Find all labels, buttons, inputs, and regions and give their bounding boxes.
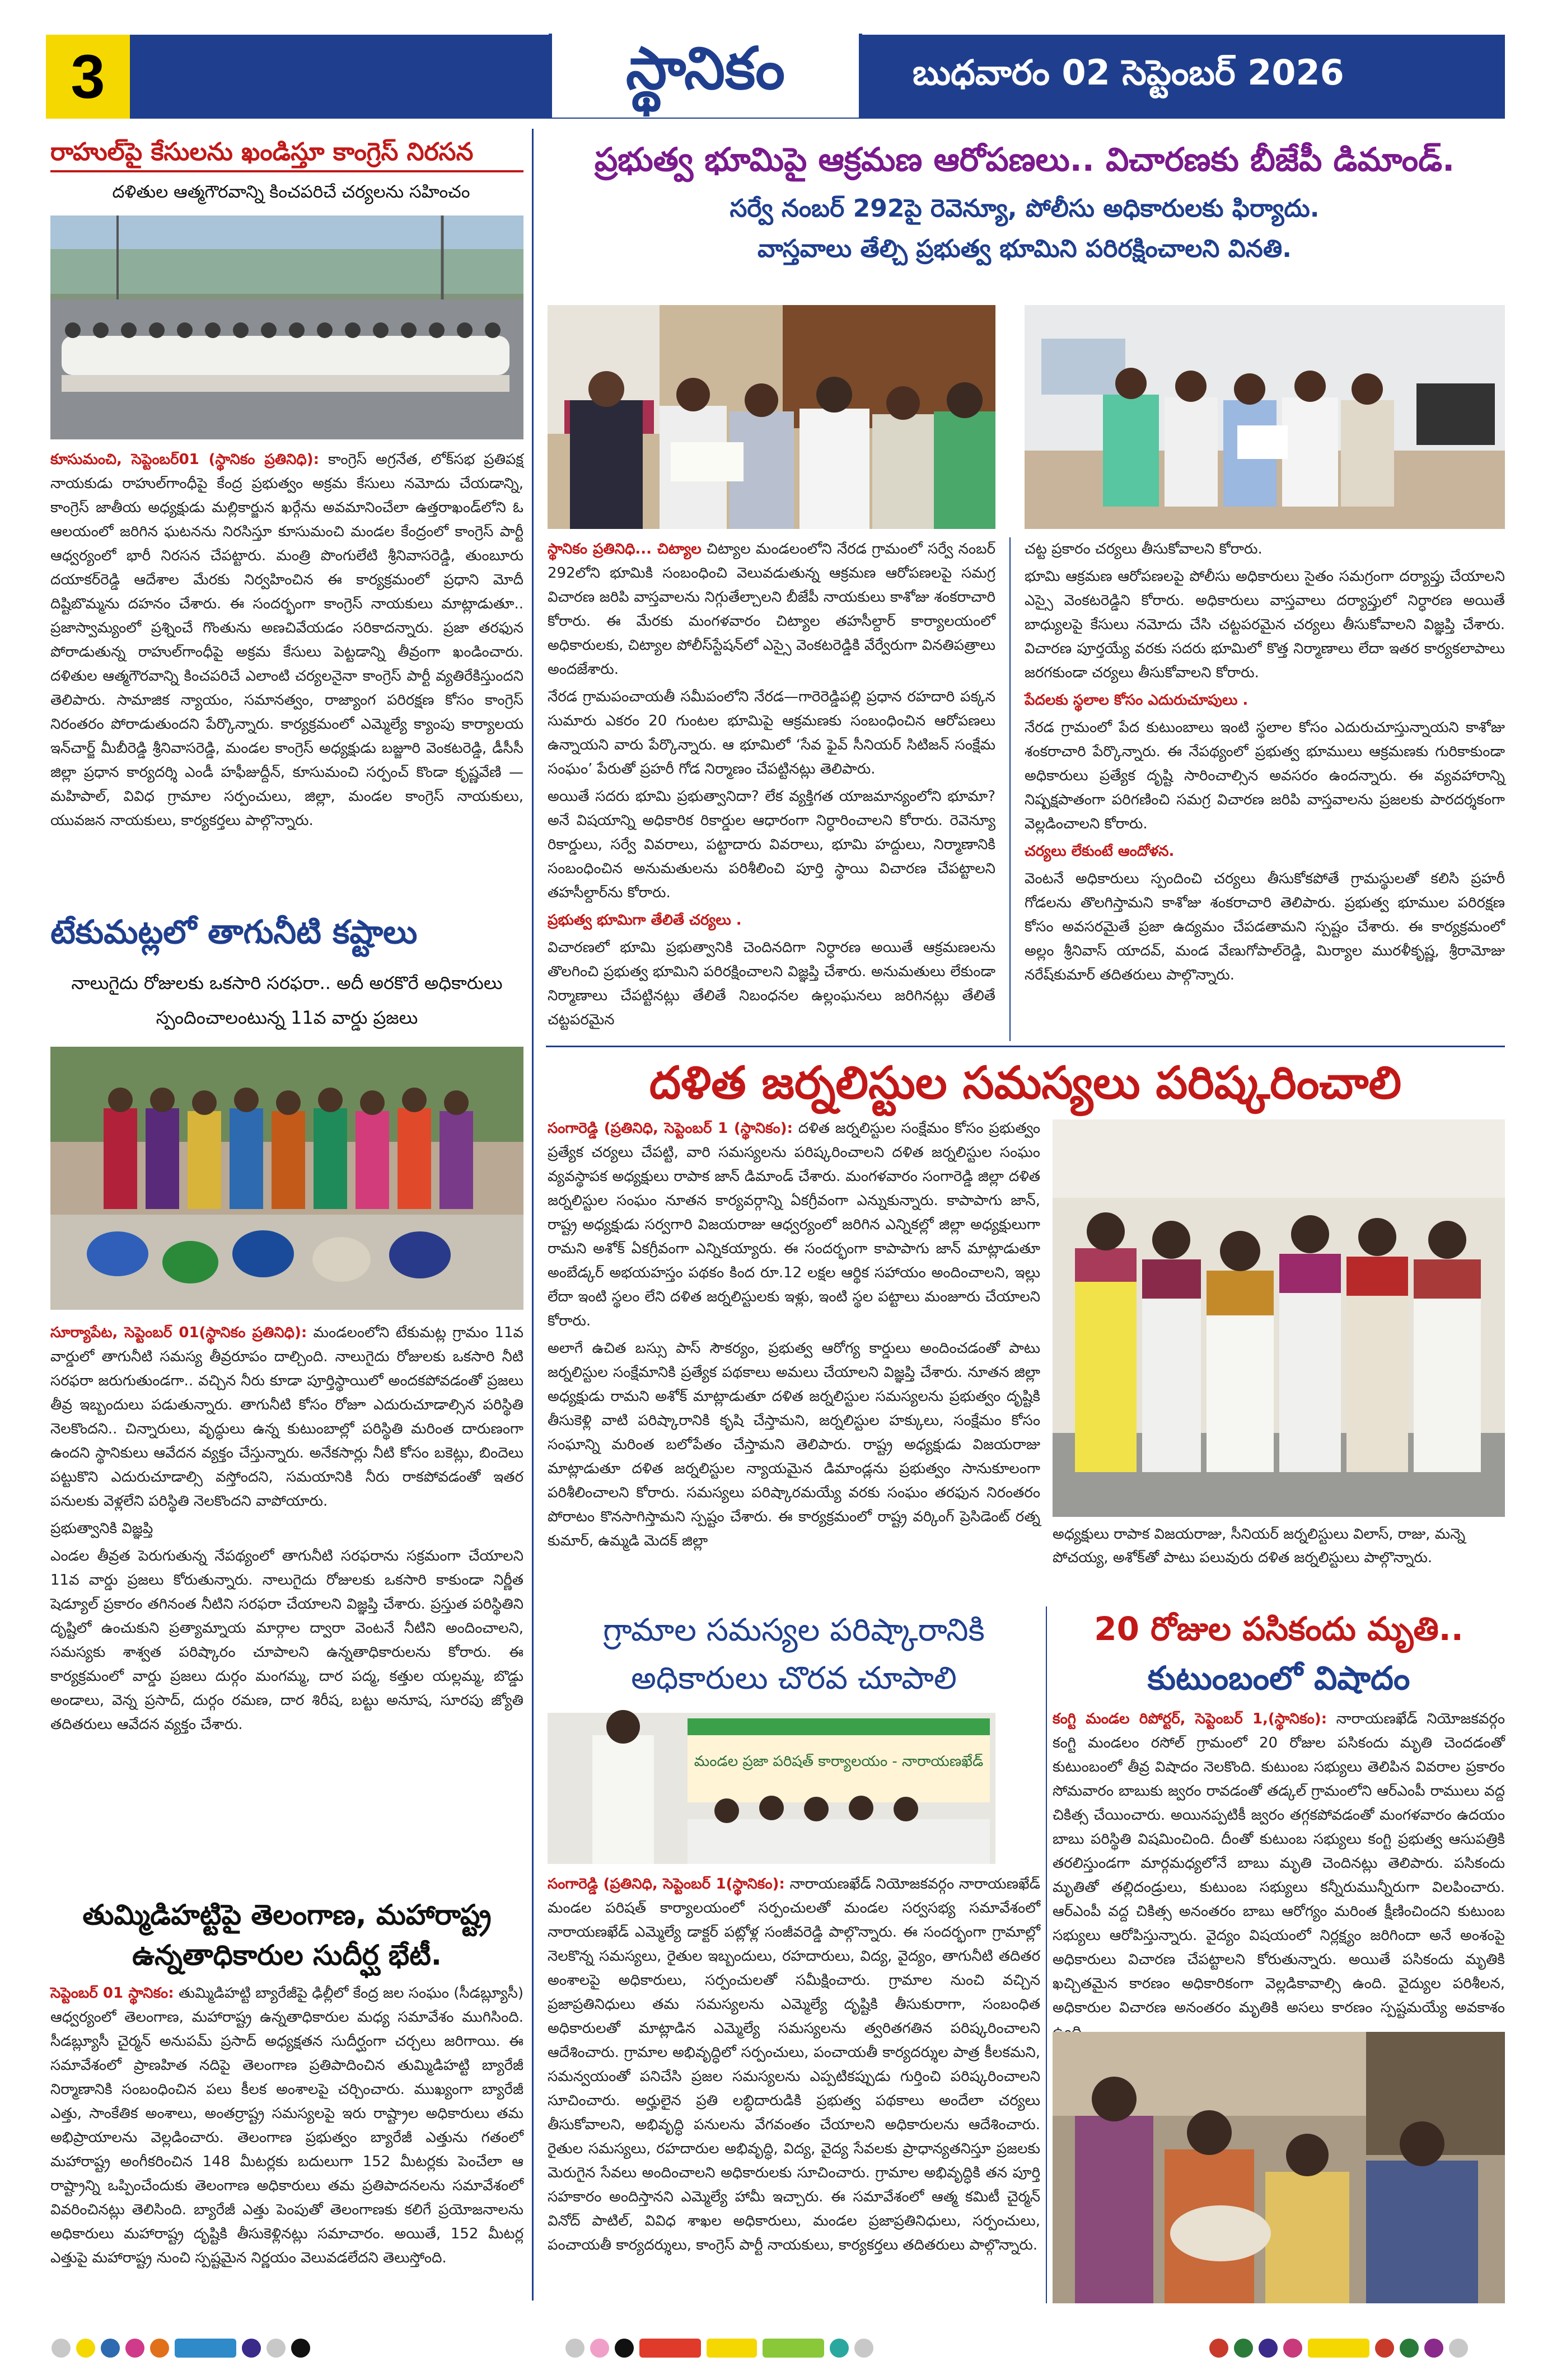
column-rule xyxy=(532,129,534,2301)
photo-journalists xyxy=(1053,1119,1505,1517)
deck-protect: వాస్తవాలు తేల్చి ప్రభుత్వ భూమిని పరిరక్షించాలని వినతి. xyxy=(758,235,1292,263)
article-dalit-journalists xyxy=(548,1117,1040,1601)
column-rule xyxy=(1046,1606,1047,2303)
article-text: చిట్యాల మండలంలోని నేరడ గ్రామంలో సర్వే నంబర్ 292లోని భూమికి సంబంధించి వెలువడుతున్న ఆక్రమణ ఆరోపణలపై సమగ్ర విచారణ జరిపి వాస్తవాలను నిగ్గుతేల్చాలని బీజేపీ నాయకులు కాశోజు శంకరాచారి కోరారు. ఈ మేరకు మంగళవారం చిట్యాల తహసీల్దార్ కార్యాలయంలో అధికారులకు, చిట్యాల పోలీస్‌స్టేషన్‌లో ఎస్సై వెంకటరెడ్డికి వేర్వేరుగా వినతిపత్రాలు అందజేశారు. xyxy=(548,541,996,678)
color-dot xyxy=(125,2339,144,2358)
dateline: కంగ్టి మండల రిపోర్టర్, సెప్టెంబర్ 1,(స్థానికం): xyxy=(1053,1711,1327,1727)
article-text: భూమి ఆక్రమణ ఆరోపణలపై పోలీసు అధికారులు సైతం సమగ్రంగా దర్యాప్తు చేయాలని ఎస్సై వెంకటరెడ్డిని కోరారు. అధికారులు వాస్తవాలు దర్యాప్తులో నిర్ధారణ అయితే బాధ్యులపై కేసులు నమోదు చేసి చట్టపరమైన చర్యలు తీసుకోవాలని విజ్ఞప్తి చేశారు. విచారణ పూర్తయ్యే వరకు సదరు భూమిలో కొత్త నిర్మాణాలు లేదా ఇతర కార్యకలాపాలు జరగకుండా చర్యలు తీసుకోవాలని కోరారు. xyxy=(1025,568,1505,681)
article-tekumatla xyxy=(50,1321,523,1886)
issue-date: బుధవారం 02 సెప్టెంబర్ 2026 xyxy=(913,52,1344,93)
color-dot xyxy=(242,2339,261,2358)
color-dot xyxy=(291,2339,310,2358)
article-text: తుమ్మిడిహట్టి బ్యారేజీపై ఢిల్లీలో కేంద్ర జల సంఘం (సీడబ్ల్యూసీ) ఆధ్వర్యంలో తెలంగాణ, మహారాష్ట్ర ఉన్నతాధికారుల మధ్య సమావేశం ముగిసింది. సీడబ్ల్యూసీ చైర్మన్ అనుపమ్ ప్రసాద్ అధ్యక్షతన సుదీర్ఘంగా చర్చలు జరిగాయి. ఈ సమావేశంలో ప్రాణహిత నదిపై తెలంగాణ ప్రతిపాదించిన తుమ్మిడిహట్టి బ్యారేజీ నిర్మాణానికి సంబంధించిన పలు కీలక అంశాలపై చర్చించారు. ముఖ్యంగా బ్యారేజీ ఎత్తు, సాంకేతిక అంశాలు, అంతర్రాష్ట్ర సమస్యలపై ఇరు రాష్ట్రాల అధికారులు తమ అభిప్రాయాలను వెల్లడించారు. తెలంగాణ ప్రభుత్వం బ్యారేజీ ఎత్తును గతంలో మహారాష్ట్ర అంగీకరించిన 148 మీటర్లకు బదులుగా 152 మీటర్లకు పెంచేలా ఆ రాష్ట్రాన్ని ఒప్పించేందుకు తెలంగాణ అధికారులు తమ ప్రతిపాదనలను సమావేశంలో వివరించినట్లు తెలిసింది. బ్యారేజీ ఎత్తు పెంపుతో తెలంగాణకు కలిగే ప్రయోజనాలను అధికారులు మహారాష్ట్ర దృష్టికి తీసుకెళ్లినట్లు సమాచారం. అయితే, 152 మీటర్ల ఎత్తుపై మహారాష్ట్ర నుంచి స్పష్టమైన నిర్ణయం వెలువడలేదని తెలుస్తోంది. xyxy=(50,1985,524,2266)
article-text: నేరడ గ్రామపంచాయతీ సమీపంలోని నేరడ—గారెరెడ్డిపల్లి ప్రధాన రహదారి పక్కన సుమారు ఎకరం 20 గుంటల భూమిపై ఆక్రమణకు సంబంధించిన ఆరోపణలు ఉన్నాయని వారు పేర్కొన్నారు. ఆ భూమిలో ‘సేవ ఫైవ్ సీనియర్ సిటిజన్ సంక్షేమ సంఘం’ పేరుతో ప్రహరీ గోడ నిర్మాణం చేపట్టినట్లు తెలిపారు. xyxy=(548,688,995,777)
article-text: నారాయణఖేడ్ నియోజకవర్గం నారాయణఖేడ్ మండల పరిషత్ కార్యాలయంలో సర్పంచులతో మండల సర్వసభ్య సమావేశంలో నారాయణఖేడ్ ఎమ్మెల్యే డాక్టర్ పట్లోళ్ల సంజీవరెడ్డి పాల్గొన్నారు. ఈ సందర్భంగా గ్రామాల్లో నెలకొన్న సమస్యలు, రైతుల ఇబ్బందులు, రహదారులు, విద్య, వైద్యం, తాగునీటి తదితర అంశాలపై అధికారులు, సర్పంచులతో సమీక్షించారు. గ్రామాల నుంచి వచ్చిన ప్రజాప్రతినిధులు తమ సమస్యలను ఎమ్మెల్యే దృష్టికి తీసుకురాగా, సంబంధిత అధికారులతో మాట్లాడిన ఎమ్మెల్యే సమస్యలను త్వరితగతిన పరిష్కరించాలని ఆదేశించారు. గ్రామాల అభివృద్ధిలో సర్పంచులు, పంచాయతీ కార్యదర్శుల పాత్ర కీలకమని, సమన్వయంతో పనిచేసి ప్రజల సమస్యలను ఎప్పటికప్పుడు గుర్తించి పరిష్కరించాలని సూచించారు. అర్హులైన ప్రతి లబ్ధిదారుడికి ప్రభుత్వ పథకాలు అందేలా చర్యలు తీసుకోవాలని, అభివృద్ధి పనులను వేగవంతం చేయాలని అధికారులను ఆదేశించారు. రైతుల సమస్యలు, రహదారుల అభివృద్ధి, విద్య, వైద్య సేవలకు ప్రాధాన్యతనిస్తూ ప్రజలకు మెరుగైన సేవలు అందించాలని అధికారులకు సూచించారు. గ్రామాల అభివృద్ధికి తన పూర్తి సహకారం అందిస్తానని ఎమ్మెల్యే హామీ ఇచ్చారు. ఈ సమావేశంలో ఆత్మ కమిటీ చైర్మన్ వినోద్ పాటిల్, వివిధ శాఖల అధికారులు, మండల ప్రజాప్రతినిధులు, సర్పంచులు, పంచాయతీ కార్యదర్శులు, కాంగ్రెస్ పార్టీ నాయకులు, కార్యకర్తలు తదితరులు పాల్గొన్నారు. xyxy=(548,1876,1041,2253)
dateline: కూసుమంచి, సెప్టెంబర్01 (స్థానికం ప్రతినిధి): xyxy=(50,451,320,468)
color-dot xyxy=(1400,2339,1419,2358)
dateline: సూర్యాపేట, సెప్టెంబర్ 01(స్థానికం ప్రతినిధి): xyxy=(50,1324,307,1341)
photo-memorandum-office xyxy=(1025,305,1505,529)
article-text: ఎండల తీవ్రత పెరుగుతున్న నేపథ్యంలో తాగునీటి సరఫరాను సక్రమంగా చేయాలని 11వ వార్డు ప్రజలు కోరుతున్నారు. నాలుగైదు రోజులకు ఒకసారి కాకుండా నిర్ణీత షెడ్యూల్ ప్రకారం తగినంత నీటిని సరఫరా చేయాలని విజ్ఞప్తి చేశారు. ప్రస్తుత పరిస్థితిని దృష్టిలో ఉంచుకుని ప్రత్యామ్నాయ మార్గాల ద్వారా వెంటనే నీటిని అందించాలని, సమస్యకు శాశ్వత పరిష్కారం చూపాలని ఉన్నతాధికారులను కోరారు. ఈ కార్యక్రమంలో వార్డు ప్రజలు దుర్గం మంగమ్మ, దార పద్మ, కత్తుల యల్లమ్మ, బొడ్డు అండాలు, వెన్న ప్రసాద్, దుర్గం రమణ, దార శిరీష, బట్టు అనూష, సూరపు జ్యోతి తదితరులు ఆవేదన వ్యక్తం చేశారు. xyxy=(50,1548,523,1733)
article-text: దళిత జర్నలిస్టుల సంక్షేమం కోసం ప్రభుత్వం ప్రత్యేక చర్యలు చేపట్టి, వారి సమస్యలను పరిష్కరించాలని దళిత జర్నలిస్టుల సంఘం వ్యవస్థాపక అధ్యక్షులు రాపాక జాన్ డిమాండ్ చేశారు. మంగళవారం సంగారెడ్డి జిల్లా దళిత జర్నలిస్టుల సంఘం నూతన కార్యవర్గాన్ని ఏకగ్రీవంగా ఎన్నుకున్నారు. కాపాపాగు జాన్, రాష్ట్ర అధ్యక్షుడు సర్వగారి విజయరాజు ఆధ్వర్యంలో జరిగిన ఎన్నికల్లో జిల్లా అధ్యక్షులుగా రామని అశోక్ ఏకగ్రీవంగా ఎన్నికయ్యారు. ఈ సందర్భంగా కాపాపాగు జాన్ మాట్లాడుతూ అంబేడ్కర్ అభయహస్తం పథకం కింద రూ.12 లక్షల ఆర్థిక సహాయం అందించాలని, ఇల్లు లేదా ఇంటి స్థలం లేని దళిత జర్నలిస్టులకు ఇళ్లు, ఇంటి స్థల పట్టాలు మంజూరు చేయాలని కోరారు. xyxy=(548,1120,1041,1329)
photo-memorandum-police xyxy=(548,305,995,529)
color-dot xyxy=(1259,2339,1278,2358)
column-rule xyxy=(1009,537,1011,1041)
color-dot xyxy=(76,2339,95,2358)
section-rule xyxy=(546,1046,1505,1047)
article-text: కాంగ్రెస్ అగ్రనేత, లోక్‌సభ ప్రతిపక్ష నాయకుడు రాహుల్‌గాంధీపై కేంద్ర ప్రభుత్వం అక్రమ కేసులు నమోదు చేయడాన్ని, కాంగ్రెస్ జాతీయ అధ్యక్షుడు మల్లికార్జున ఖర్గేను అవమానించేలా ఉత్తరాఖండ్‌లోని ఓ ఆలయంలో జరిగిన ఘటనను నిరసిస్తూ కూసుమంచి మండల కేంద్రంలో కాంగ్రెస్ పార్టీ ఆధ్వర్యంలో భారీ నిరసన చేపట్టారు. మంత్రి పొంగులేటి శ్రీనివాసరెడ్డి, తుంబూరు దయాకర్‌రెడ్డి ఆదేశాల మేరకు నిర్వహించిన ఈ కార్యక్రమంలో ప్రధాని మోదీ దిష్టిబొమ్మను దహనం చేశారు. ఈ సందర్భంగా కాంగ్రెస్ నాయకులు మాట్లాడుతూ.. ప్రజాస్వామ్యంలో ప్రశ్నించే గొంతును అణచివేయడం సరికాదన్నారు. ప్రజా తరఫున పోరాడుతున్న రాహుల్‌గాంధీపై అక్రమ కేసులు పెట్టడాన్ని తీవ్రంగా ఖండించారు. దళితుల ఆత్మగౌరవాన్ని కించపరిచే ఎలాంటి చర్యలనైనా కాంగ్రెస్ పార్టీ వ్యతిరేకిస్తుందని తెలిపారు. సామాజిక న్యాయం, సమానత్వం, రాజ్యాంగ పరిరక్షణ కోసం కాంగ్రెస్ నిరంతరం పోరాడుతుందని పేర్కొన్నారు. కార్యక్రమంలో ఎమ్మెల్యే క్యాంపు కార్యాలయ ఇన్‌చార్జ్ మీబీరెడ్డి శ్రీనివాసరెడ్డి, మండల కాంగ్రెస్ అధ్యక్షుడు బజ్జూరి వెంకటరెడ్డి, డీసీసీ జిల్లా ప్రధాన కార్యదర్శి ఎండీ హఫీజుద్దీన్, కూసుమంచి సర్పంచ్ కొండా కృష్ణవేణి — మహిపాల్, వివిధ గ్రామాల సర్పంచులు, జిల్లా, మండల కాంగ్రెస్ నాయకులు, యువజన నాయకులు, కార్యకర్తలు పాల్గొన్నారు. xyxy=(50,451,523,829)
dateline: సంగారెడ్డి (ప్రతినిధి, సెప్టెంబర్ 1(స్థానికం): xyxy=(548,1876,785,1892)
article-text: మండలంలోని టేకుమట్ల గ్రామం 11వ వార్డులో తాగునీటి సమస్య తీవ్రరూపం దాల్చింది. నాలుగైదు రోజులకు ఒకసారి నీటి సరఫరా జరుగుతుండగా.. వచ్చిన నీరు కూడా పూర్తిస్థాయిలో అందకపోవడంతో ప్రజలు తీవ్ర ఇబ్బందులు పడుతున్నారు. తాగునీటి కోసం రోజూ ఎదురుచూడాల్సిన పరిస్థితి నెలకొందని.. చిన్నారులు, వృద్ధులు ఉన్న కుటుంబాల్లో పరిస్థితి మరింత దారుణంగా ఉందని స్థానికులు ఆవేదన వ్యక్తం చేస్తున్నారు. అనేకసార్లు నీటి కోసం బకెట్లు, బిందెలు పట్టుకొని ఎదురుచూడాల్సి వస్తోందని, సమయానికి నీరు రాకపోవడంతో ఇతర పనులకు వెళ్లలేని పరిస్థితి నెలకొందని వాపోయారు. xyxy=(50,1324,523,1510)
color-bar xyxy=(175,2339,236,2358)
color-dot xyxy=(565,2339,585,2358)
footer-color-bar-center xyxy=(565,2339,873,2358)
dateline: సెప్టెంబర్ 01 స్థానికం: xyxy=(50,1985,174,2002)
color-bar xyxy=(1308,2339,1369,2358)
headline-bjp: ప్రభుత్వ భూమిపై ఆక్రమణ ఆరోపణలు.. విచారణకు బీజేపీ డిమాండ్. xyxy=(594,140,1455,179)
banner-text: మండల ప్రజా పరిషత్ కార్యాలయం - నారాయణఖేడ్ xyxy=(694,1753,984,1770)
headline-text: గ్రామాల సమస్యల పరిష్కారానికి అధికారులు చొరవ చూపాలి xyxy=(603,1612,985,1697)
headline-rahul: రాహుల్‌పై కేసులను ఖండిస్తూ కాంగ్రెస్ నిరసన xyxy=(50,134,523,172)
headline-family-grief: కుటుంబంలో విషాదం xyxy=(1147,1659,1410,1697)
color-bar xyxy=(707,2339,757,2358)
article-text: చట్ట ప్రకారం చర్యలు తీసుకోవాలని కోరారు. xyxy=(1025,541,1263,557)
article-rahul xyxy=(50,448,523,896)
color-dot xyxy=(1283,2339,1302,2358)
article-subheading: చర్యలు లేకుంటే ఆందోళన. xyxy=(1025,843,1175,860)
color-bar xyxy=(763,2339,824,2358)
article-text: అలాగే ఉచిత బస్సు పాస్ సౌకర్యం, ప్రభుత్వ ఆరోగ్య కార్డులు అందించడంతో పాటు జర్నలిస్టుల సంక్షేమానికి ప్రత్యేక పథకాలు అమలు చేయాలని విజ్ఞప్తి చేశారు. నూతన జిల్లా అధ్యక్షుడు రామని అశోక్ మాట్లాడుతూ దళిత జర్నలిస్టుల సమస్యలను ప్రభుత్వం దృష్టికి తీసుకెళ్లి వాటి పరిష్కారానికి కృషి చేస్తామని, జర్నలిస్టుల హక్కులు, సంక్షేమం కోసం సంఘాన్ని మరింత బలోపేతం చేస్తామని తెలిపారు. రాష్ట్ర అధ్యక్షుడు విజయరాజు మాట్లాడుతూ దళిత జర్నలిస్టుల న్యాయమైన డిమాండ్లను ప్రభుత్వం సానుకూలంగా పరిశీలించాలని కోరారు. సమస్యలు పరిష్కారమయ్యే వరకు సంఘం తరఫున నిరంతరం పోరాటం కొనసాగిస్తామని స్పష్టం చేశారు. ఈ కార్యక్రమంలో రాష్ట్ర వర్కింగ్ ప్రెసిడెంట్ రత్న కుమార్, ఉమ్మడి మెదక్ జిల్లా xyxy=(548,1340,1040,1549)
color-dot xyxy=(52,2339,71,2358)
photo-caption-journalists: అధ్యక్షులు రాపాక విజయరాజు, సీనియర్ జర్నలిస్టులు విలాస్, రాజు, మన్నె పోచయ్య, అశోక్‌తో పాటు పలువురు దళిత జర్నలిస్టులు పాల్గొన్నారు. xyxy=(1053,1526,1466,1566)
footer-color-bar-left xyxy=(52,2339,310,2358)
color-dot xyxy=(1209,2339,1228,2358)
color-dot xyxy=(101,2339,120,2358)
photo-meeting xyxy=(548,1713,995,1864)
color-dot xyxy=(615,2339,634,2358)
color-dot xyxy=(150,2339,169,2358)
article-village-issues xyxy=(548,1872,1040,2303)
article-text: అయితే సదరు భూమి ప్రభుత్వానిదా? లేక వ్యక్తిగత యాజమాన్యంలోని భూమా? అనే విషయాన్ని అధికారిక రికార్డుల ఆధారంగా నిర్ధారించాలని కోరారు. రెవెన్యూ రికార్డులు, సర్వే వివరాలు, పట్టాదారు వివరాలు, భూమి హద్దులు, నిర్మాణానికి సంబంధించిన అనుమతులను పరిశీలించి పూర్తి స్థాయి విచారణ చేపట్టాలని తహసీల్దార్‌ను కోరారు. xyxy=(548,788,995,901)
article-subheading: పేదలకు స్థలాల కోసం ఎదురుచూపులు . xyxy=(1025,692,1249,709)
headline-village-issues xyxy=(548,1606,1040,1707)
article-subheading: ప్రభుత్వానికి విజ్ఞప్తి xyxy=(50,1520,153,1537)
article-text: వెంటనే అధికారులు స్పందించి చర్యలు తీసుకోకపోతే గ్రామస్థులతో కలిసి ప్రహరీ గోడలను తొలగిస్తామని కాశోజు శంకరాచారి తెలిపారు. ప్రభుత్వ భూముల పరిరక్షణ కోసం అవసరమైతే ప్రజా ఉద్యమం చేపడతామని స్పష్టం చేశారు. ఈ కార్యక్రమంలో అల్లం శ్రీనివాస్ యాదవ్, మండ వేణుగోపాల్‌రెడ్డి, మిర్యాల మురళీకృష్ణ, శ్రీరామోజు నరేష్‌కుమార్ తదితరులు పాల్గొన్నారు. xyxy=(1025,870,1505,983)
footer-color-bar-right xyxy=(1209,2339,1468,2358)
photo-family xyxy=(1053,2032,1505,2303)
article-text: నారాయణఖేడ్ నియోజకవర్గం కంగ్టి మండలం రసోల్ గ్రామంలో 20 రోజుల పసికందు మృతి చెందడంతో కుటుంబంలో తీవ్ర విషాదం నెలకొంది. కుటుంబ సభ్యులు తెలిపిన వివరాల ప్రకారం సోమవారం బాబుకు జ్వరం రావడంతో తడ్కల్ గ్రామంలోని ఆర్‌ఎంపీ రాములు వద్ద చికిత్స చేయించారు. అయినప్పటికీ జ్వరం తగ్గకపోవడంతో మంగళవారం ఉదయం బాబు పరిస్థితి విషమించింది. దీంతో కుటుంబ సభ్యులు కంగ్టి ప్రభుత్వ ఆసుపత్రికి తరలిస్తుండగా మార్గమధ్యలోనే బాబు మృతి చెందినట్లు తెలిపారు. పసికందు మృతితో తల్లిదండ్రులు, కుటుంబ సభ్యులు కన్నీరుమున్నీరుగా విలపించారు. ఆర్‌ఎంపీ వద్ద చికిత్స అనంతరం బాబు ఆరోగ్యం మరింత క్షీణించిందని కుటుంబ సభ్యులు ఆరోపిస్తున్నారు. వైద్యం విషయంలో నిర్లక్ష్యం జరిగిందా అనే అంశంపై అధికారులు విచారణ చేపట్టాలని కోరుతున్నారు. అయితే పసికందు మృతికి ఖచ్చితమైన కారణం అధికారికంగా వెల్లడికావాల్సి ఉంది. వైద్యుల పరిశీలన, అధికారుల విచారణ అనంతరం మృతికి అసలు కారణం స్పష్టమయ్యే అవకాశం xyxy=(1053,1711,1505,2016)
article-tummidihatti xyxy=(50,1981,523,2303)
headline-infant-death: 20 రోజుల పసికందు మృతి.. xyxy=(1094,1610,1463,1648)
article-subheading: ప్రభుత్వ భూమిగా తేలితే చర్యలు . xyxy=(548,912,742,929)
dateline: స్థానికం ప్రతినిధి... చిట్యాల xyxy=(548,541,702,557)
photo-protest xyxy=(50,215,523,439)
headline-tekumatla: టేకుమట్లలో తాగునీటి కష్టాలు xyxy=(50,913,418,951)
photo-water xyxy=(50,1047,523,1310)
article-infant-death xyxy=(1053,1707,1505,2021)
subhead-text: నాలుగైదు రోజులకు ఒకసారి సరఫరా.. అదీ అరకొరే అధికారులు స్పందించాలంటున్న 11వ వార్డు ప్రజలు xyxy=(71,972,503,1028)
headline-text: తుమ్మిడిహట్టిపై తెలంగాణ, మహారాష్ట్ర ఉన్నతాధికారుల సుదీర్ఘ భేటీ. xyxy=(82,1899,492,1971)
color-dot xyxy=(1375,2339,1394,2358)
dateline: సంగారెడ్డి (ప్రతినిధి, సెప్టెంబర్ 1 (స్థానికం): xyxy=(548,1120,793,1137)
article-bjp-col1 xyxy=(548,537,995,1041)
article-bjp-col2 xyxy=(1025,537,1505,1041)
color-dot xyxy=(1234,2339,1253,2358)
headline-tummidihatti xyxy=(50,1895,523,1976)
article-text: నేరడ గ్రామంలో పేద కుటుంబాలు ఇంటి స్థలాల కోసం ఎదురుచూస్తున్నాయని కాశోజు శంకరాచారి పేర్కొన్నారు. ఈ నేపథ్యంలో ప్రభుత్వ భూములు ఆక్రమణకు గురికాకుండా అధికారులు ప్రత్యేక దృష్టి సారించాల్సిన అవసరం ఉందన్నారు. ఈ వ్యవహారాన్ని నిష్పక్షపాతంగా పరిగణించి సమగ్ర విచారణ జరిపి వాస్తవాలను ప్రజలకు పారదర్శకంగా వెల్లడించాలని కోరారు. xyxy=(1025,719,1505,832)
color-dot xyxy=(1449,2339,1468,2358)
color-dot xyxy=(590,2339,609,2358)
subhead-rahul: దళితుల ఆత్మగౌరవాన్ని కించపరిచే చర్యలను సహించం xyxy=(112,182,470,202)
article-text: విచారణలో భూమి ప్రభుత్వానికి చెందినదిగా నిర్ధారణ అయితే ఆక్రమణలను తొలగించి ప్రభుత్వ భూమిని పరిరక్షించాలని విజ్ఞప్తి చేశారు. అనుమతులు లేకుండా నిర్మాణాలు చేపట్టినట్లు తేలితే నిబంధనల ఉల్లంఘనలు జరిగినట్లు తేలితే చట్టపరమైన xyxy=(548,939,995,1028)
deck-survey: సర్వే నంబర్ 292పై రెవెన్యూ, పోలీసు అధికారులకు ఫిర్యాదు. xyxy=(730,194,1320,223)
headline-dalit-journalists: దళిత జర్నలిస్టుల సమస్యలు పరిష్కరించాలి xyxy=(649,1057,1402,1109)
color-dot xyxy=(1424,2339,1443,2358)
color-dot xyxy=(266,2339,286,2358)
newspaper-logo: స్థానికం xyxy=(549,34,862,118)
color-dot xyxy=(854,2339,873,2358)
subhead-tekumatla xyxy=(50,966,523,1038)
color-bar xyxy=(639,2339,701,2358)
page-number: 3 xyxy=(46,35,130,119)
color-dot xyxy=(830,2339,849,2358)
